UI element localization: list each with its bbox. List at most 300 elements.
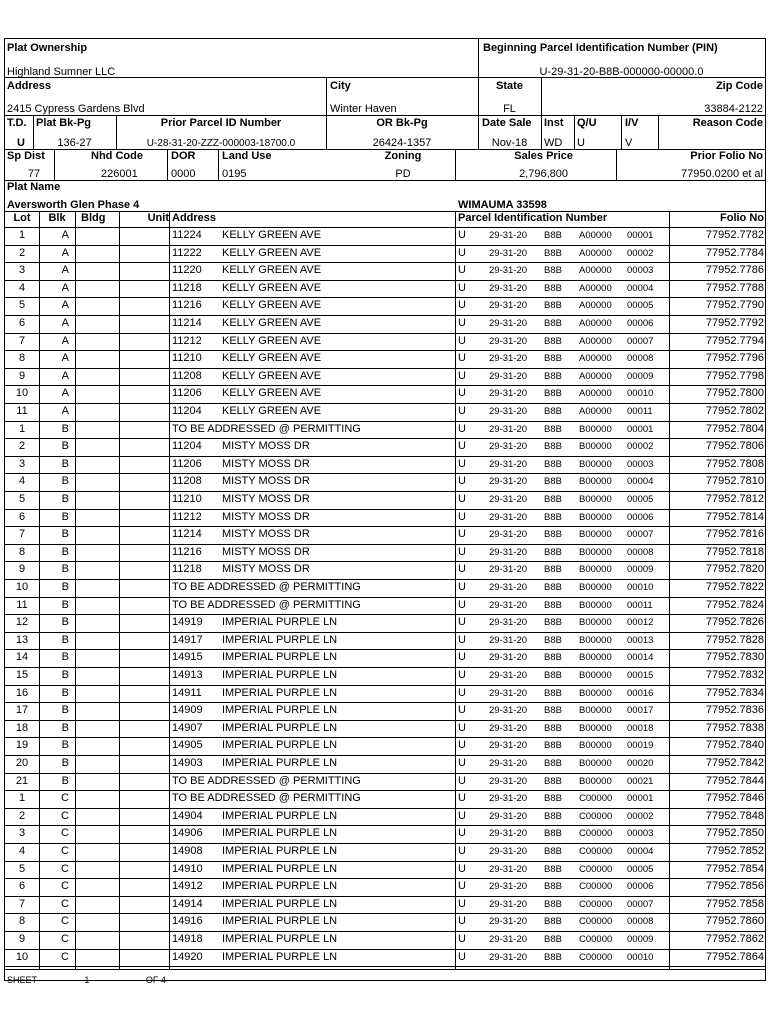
street-name-cell: KELLY GREEN AVE bbox=[222, 387, 322, 400]
street-name-cell: IMPERIAL PURPLE LN bbox=[222, 950, 338, 963]
lot-cell: 17 bbox=[15, 704, 29, 717]
blk-cell: B bbox=[61, 616, 69, 629]
nhd-code-label: Nhd Code bbox=[91, 150, 143, 162]
address-number-cell: 14909 bbox=[172, 704, 203, 717]
pin-block-cell: A00000 bbox=[579, 406, 612, 417]
blk-cell: C bbox=[61, 915, 69, 928]
pin-section-cell: 29-31-20 bbox=[489, 810, 528, 822]
dor-value: 0000 bbox=[171, 168, 196, 180]
pin-lot-cell: 00006 bbox=[627, 318, 654, 329]
pin-block-cell: B00000 bbox=[579, 529, 612, 541]
address-number-cell: 14912 bbox=[172, 880, 203, 893]
pin-block-cell: B00000 bbox=[579, 458, 612, 470]
lot-cell: 12 bbox=[15, 616, 29, 629]
pin-lot-cell: 00008 bbox=[627, 916, 654, 928]
street-name-cell: IMPERIAL PURPLE LN bbox=[222, 827, 338, 840]
plat-bkpg-label: Plat Bk-Pg bbox=[36, 117, 92, 129]
pin-td-cell: U bbox=[458, 440, 466, 453]
pin-block-cell: A00000 bbox=[579, 318, 612, 329]
pin-td-cell: U bbox=[458, 774, 466, 787]
pin-lot-cell: 00017 bbox=[627, 705, 654, 717]
pin-td-cell: U bbox=[458, 457, 466, 470]
pin-lot-cell: 00008 bbox=[627, 353, 654, 365]
lot-cell: 4 bbox=[18, 845, 26, 857]
pin-section-cell: 29-31-20 bbox=[489, 494, 528, 505]
pin-lot-cell: 00005 bbox=[627, 494, 654, 505]
pin-block-cell: A00000 bbox=[579, 335, 612, 347]
pin-subdivision-cell: B8B bbox=[544, 441, 562, 453]
pin-section-cell: 29-31-20 bbox=[489, 300, 528, 312]
plat-location: WIMAUMA 33598 bbox=[458, 199, 547, 211]
blk-cell: C bbox=[61, 933, 69, 945]
iv-value: V bbox=[625, 137, 633, 149]
pin-section-cell: 29-31-20 bbox=[489, 793, 528, 805]
folio-cell: 77952.7856 bbox=[705, 880, 764, 893]
pin-td-cell: U bbox=[458, 757, 466, 769]
address-number-cell: 11204 bbox=[172, 440, 202, 453]
pin-section-cell: 29-31-20 bbox=[489, 282, 528, 294]
pin-td-cell: U bbox=[458, 880, 466, 893]
lot-cell: 3 bbox=[18, 827, 26, 840]
pin-subdivision-cell: B8B bbox=[544, 406, 562, 417]
pin-block-cell: B00000 bbox=[579, 758, 612, 769]
street-name-cell: KELLY GREEN AVE bbox=[222, 299, 322, 312]
lot-cell: 7 bbox=[18, 528, 26, 541]
street-name-cell: IMPERIAL PURPLE LN bbox=[222, 915, 338, 928]
street-name-cell: KELLY GREEN AVE bbox=[222, 264, 322, 277]
lot-cell: 5 bbox=[18, 862, 26, 875]
folio-cell: 77952.7788 bbox=[705, 281, 764, 294]
pin-lot-cell: 00010 bbox=[627, 582, 654, 593]
lot-cell: 1 bbox=[18, 422, 26, 435]
pin-value: U-29-31-20-B8B-000000-00000.0 bbox=[539, 66, 704, 78]
pin-subdivision-cell: B8B bbox=[544, 810, 562, 822]
folio-cell: 77952.7806 bbox=[705, 440, 764, 453]
blk-cell: C bbox=[61, 862, 69, 875]
blk-cell: B bbox=[61, 440, 69, 453]
pin-section-cell: 29-31-20 bbox=[489, 564, 528, 576]
lot-cell: 3 bbox=[18, 457, 26, 470]
street-name-cell: MISTY MOSS DR bbox=[222, 510, 310, 523]
blk-cell: B bbox=[61, 686, 69, 699]
lot-cell: 7 bbox=[18, 334, 26, 347]
pin-section-cell: 29-31-20 bbox=[489, 353, 528, 365]
pin-td-cell: U bbox=[458, 422, 466, 435]
blk-cell: C bbox=[61, 845, 69, 857]
pin-td-cell: U bbox=[458, 299, 466, 312]
pin-lot-cell: 00003 bbox=[627, 458, 654, 470]
folio-cell: 77952.7826 bbox=[705, 616, 764, 629]
pin-section-cell: 29-31-20 bbox=[489, 388, 528, 400]
street-name-cell: IMPERIAL PURPLE LN bbox=[222, 616, 338, 629]
pin-subdivision-cell: B8B bbox=[544, 230, 562, 241]
lot-cell: 10 bbox=[15, 581, 29, 593]
pin-td-cell: U bbox=[458, 334, 466, 347]
blk-cell: A bbox=[61, 369, 69, 382]
pin-subdivision-cell: B8B bbox=[544, 846, 562, 857]
blk-cell: B bbox=[61, 704, 69, 717]
pin-section-cell: 29-31-20 bbox=[489, 863, 528, 875]
pin-subdivision-cell: B8B bbox=[544, 687, 562, 699]
pin-section-cell: 29-31-20 bbox=[489, 687, 528, 699]
pin-td-cell: U bbox=[458, 369, 466, 382]
pin-block-cell: A00000 bbox=[579, 388, 612, 400]
pin-section-cell: 29-31-20 bbox=[489, 582, 528, 593]
pin-section-cell: 29-31-20 bbox=[489, 335, 528, 347]
pin-block-cell: C00000 bbox=[579, 898, 613, 910]
address-number-cell: 14905 bbox=[172, 739, 203, 752]
lot-cell: 6 bbox=[18, 317, 26, 329]
blk-cell: A bbox=[61, 264, 69, 277]
pin-section-cell: 29-31-20 bbox=[489, 546, 528, 558]
pin-section-cell: 29-31-20 bbox=[489, 599, 528, 611]
address-number-cell: 14911 bbox=[172, 686, 202, 699]
lot-cell: 6 bbox=[18, 510, 26, 523]
pin-section-cell: 29-31-20 bbox=[489, 247, 528, 259]
pin-section-cell: 29-31-20 bbox=[489, 230, 528, 241]
lot-cell: 14 bbox=[15, 651, 29, 664]
pin-subdivision-cell: B8B bbox=[544, 353, 562, 365]
folio-cell: 77952.7808 bbox=[705, 457, 764, 470]
address-number-cell: 11204 bbox=[172, 405, 202, 417]
folio-cell: 77952.7822 bbox=[705, 581, 764, 593]
folio-cell: 77952.7834 bbox=[705, 686, 764, 699]
folio-cell: 77952.7824 bbox=[705, 598, 764, 611]
pin-label: Beginning Parcel Identification Number (PIN) bbox=[483, 42, 718, 54]
blk-cell: B bbox=[61, 475, 69, 488]
street-name-cell: IMPERIAL PURPLE LN bbox=[222, 862, 338, 875]
pin-section-cell: 29-31-20 bbox=[489, 370, 528, 382]
pin-td-cell: U bbox=[458, 704, 466, 717]
folio-cell: 77952.7860 bbox=[705, 915, 764, 928]
pin-subdivision-cell: B8B bbox=[544, 582, 562, 593]
pin-section-cell: 29-31-20 bbox=[489, 758, 528, 769]
pin-block-cell: C00000 bbox=[579, 881, 613, 893]
pin-block-cell: B00000 bbox=[579, 740, 612, 752]
blk-cell: B bbox=[61, 598, 69, 611]
street-name-cell: KELLY GREEN AVE bbox=[222, 405, 322, 417]
lot-cell: 8 bbox=[18, 352, 26, 365]
lot-cell: 21 bbox=[15, 774, 29, 787]
pin-subdivision-cell: B8B bbox=[544, 758, 562, 769]
pin-block-cell: C00000 bbox=[579, 934, 613, 945]
pin-td-cell: U bbox=[458, 933, 466, 945]
pin-block-cell: C00000 bbox=[579, 793, 613, 805]
blk-cell: B bbox=[61, 651, 69, 664]
street-name-cell: IMPERIAL PURPLE LN bbox=[222, 669, 338, 681]
address-label: Address bbox=[7, 80, 52, 92]
land-use-label: Land Use bbox=[222, 150, 272, 162]
pin-td-cell: U bbox=[458, 950, 466, 963]
folio-cell: 77952.7810 bbox=[705, 475, 764, 488]
pin-td-cell: U bbox=[458, 686, 466, 699]
pin-lot-cell: 00011 bbox=[627, 599, 653, 611]
address-number-cell: TO BE ADDRESSED @ PERMITTING bbox=[172, 581, 361, 593]
pin-lot-cell: 00015 bbox=[627, 670, 654, 681]
street-name-cell: IMPERIAL PURPLE LN bbox=[222, 686, 338, 699]
pin-subdivision-cell: B8B bbox=[544, 634, 562, 646]
pin-lot-cell: 00009 bbox=[627, 370, 654, 382]
pin-block-cell: C00000 bbox=[579, 951, 613, 963]
lot-cell: 19 bbox=[15, 739, 29, 752]
folio-cell: 77952.7848 bbox=[705, 809, 764, 822]
pin-section-cell: 29-31-20 bbox=[489, 423, 528, 435]
street-name-cell: MISTY MOSS DR bbox=[222, 493, 310, 505]
pin-td-cell: U bbox=[458, 739, 466, 752]
folio-cell: 77952.7816 bbox=[705, 528, 764, 541]
pin-subdivision-cell: B8B bbox=[544, 740, 562, 752]
plat-name-label: Plat Name bbox=[7, 181, 61, 193]
lot-cell: 8 bbox=[18, 545, 26, 558]
address-value: 2415 Cypress Gardens Blvd bbox=[7, 103, 145, 115]
pin-td-cell: U bbox=[458, 651, 466, 664]
street-name-cell: IMPERIAL PURPLE LN bbox=[222, 633, 338, 646]
blk-cell: A bbox=[61, 229, 69, 241]
street-name-cell: IMPERIAL PURPLE LN bbox=[222, 809, 338, 822]
plat-ownership-sheet bbox=[4, 38, 766, 981]
pin-block-cell: B00000 bbox=[579, 564, 612, 576]
address-number-cell: 11216 bbox=[172, 299, 202, 312]
folio-cell: 77952.7794 bbox=[705, 334, 764, 347]
lot-cell: 9 bbox=[18, 369, 26, 382]
pin-lot-cell: 00021 bbox=[627, 775, 654, 787]
pin-subdivision-cell: B8B bbox=[544, 511, 562, 523]
pin-section-cell: 29-31-20 bbox=[489, 916, 528, 928]
address-number-cell: 11212 bbox=[172, 510, 202, 523]
lot-cell: 18 bbox=[15, 721, 29, 734]
pin-td-cell: U bbox=[458, 581, 466, 593]
blk-cell: A bbox=[61, 317, 69, 329]
pin-section-cell: 29-31-20 bbox=[489, 881, 528, 893]
folio-cell: 77952.7854 bbox=[705, 862, 764, 875]
pin-td-cell: U bbox=[458, 915, 466, 928]
address-number-cell: 11222 bbox=[172, 246, 202, 259]
or-bkpg-label: OR Bk-Pg bbox=[376, 117, 428, 129]
lot-cell: 13 bbox=[15, 633, 29, 646]
pin-lot-cell: 00010 bbox=[627, 388, 654, 400]
pin-lot-cell: 00002 bbox=[627, 810, 654, 822]
address-number-cell: 14908 bbox=[172, 845, 203, 857]
pin-block-cell: B00000 bbox=[579, 599, 612, 611]
pin-subdivision-cell: B8B bbox=[544, 494, 562, 505]
address-number-cell: TO BE ADDRESSED @ PERMITTING bbox=[172, 598, 361, 611]
pin-td-cell: U bbox=[458, 721, 466, 734]
col-blk: Blk bbox=[48, 212, 66, 224]
pin-block-cell: B00000 bbox=[579, 494, 612, 505]
pin-block-cell: A00000 bbox=[579, 353, 612, 365]
address-number-cell: 11212 bbox=[172, 334, 202, 347]
folio-cell: 77952.7792 bbox=[705, 317, 764, 329]
folio-cell: 77952.7814 bbox=[705, 510, 764, 523]
zoning-label: Zoning bbox=[384, 150, 422, 162]
folio-cell: 77952.7784 bbox=[705, 246, 764, 259]
pin-td-cell: U bbox=[458, 493, 466, 505]
pin-block-cell: B00000 bbox=[579, 687, 612, 699]
folio-cell: 77952.7828 bbox=[705, 633, 764, 646]
pin-section-cell: 29-31-20 bbox=[489, 441, 528, 453]
lot-cell: 5 bbox=[18, 299, 26, 312]
lot-cell: 4 bbox=[18, 281, 26, 294]
folio-cell: 77952.7820 bbox=[705, 563, 764, 576]
pin-block-cell: B00000 bbox=[579, 634, 612, 646]
blk-cell: B bbox=[61, 528, 69, 541]
street-name-cell: IMPERIAL PURPLE LN bbox=[222, 897, 338, 910]
zip-label: Zip Code bbox=[715, 80, 763, 92]
pin-lot-cell: 00018 bbox=[627, 722, 654, 734]
pin-td-cell: U bbox=[458, 563, 466, 576]
pin-lot-cell: 00007 bbox=[627, 529, 654, 541]
pin-lot-cell: 00019 bbox=[627, 740, 654, 752]
pin-block-cell: A00000 bbox=[579, 300, 612, 312]
divider bbox=[5, 115, 765, 116]
lot-cell: 3 bbox=[18, 264, 26, 277]
folio-cell: 77952.7790 bbox=[705, 299, 764, 312]
lot-cell: 11 bbox=[16, 598, 28, 611]
lot-cell: 15 bbox=[15, 669, 29, 681]
pin-td-cell: U bbox=[458, 862, 466, 875]
address-number-cell: TO BE ADDRESSED @ PERMITTING bbox=[172, 774, 361, 787]
col-lot: Lot bbox=[13, 212, 31, 224]
pin-subdivision-cell: B8B bbox=[544, 458, 562, 470]
pin-lot-cell: 00007 bbox=[627, 898, 654, 910]
pin-lot-cell: 00009 bbox=[627, 934, 654, 945]
address-number-cell: 14913 bbox=[172, 669, 203, 681]
pin-section-cell: 29-31-20 bbox=[489, 265, 528, 277]
blk-cell: B bbox=[61, 633, 69, 646]
pin-lot-cell: 00020 bbox=[627, 758, 654, 769]
blk-cell: A bbox=[61, 281, 69, 294]
address-number-cell: 14907 bbox=[172, 721, 203, 734]
blk-cell: A bbox=[61, 387, 69, 400]
lot-cell: 9 bbox=[18, 933, 26, 945]
street-name-cell: IMPERIAL PURPLE LN bbox=[222, 845, 338, 857]
blk-cell: B bbox=[61, 422, 69, 435]
address-number-cell: TO BE ADDRESSED @ PERMITTING bbox=[172, 792, 361, 805]
street-name-cell: MISTY MOSS DR bbox=[222, 545, 310, 558]
street-name-cell: KELLY GREEN AVE bbox=[222, 281, 322, 294]
pin-td-cell: U bbox=[458, 528, 466, 541]
blk-cell: C bbox=[61, 827, 69, 840]
pin-lot-cell: 00004 bbox=[627, 846, 654, 857]
blk-cell: B bbox=[61, 581, 69, 593]
folio-cell: 77952.7782 bbox=[705, 229, 764, 241]
sales-price-label: Sales Price bbox=[514, 150, 573, 162]
lot-cell: 10 bbox=[15, 950, 29, 963]
street-name-cell: IMPERIAL PURPLE LN bbox=[222, 933, 338, 945]
pin-section-cell: 29-31-20 bbox=[489, 652, 528, 664]
pin-section-cell: 29-31-20 bbox=[489, 775, 528, 787]
pin-subdivision-cell: B8B bbox=[544, 370, 562, 382]
lot-cell: 6 bbox=[18, 880, 26, 893]
street-name-cell: IMPERIAL PURPLE LN bbox=[222, 739, 338, 752]
street-name-cell: MISTY MOSS DR bbox=[222, 528, 310, 541]
pin-subdivision-cell: B8B bbox=[544, 529, 562, 541]
folio-cell: 77952.7802 bbox=[705, 405, 764, 417]
pin-td-cell: U bbox=[458, 405, 466, 417]
inst-value: WD bbox=[544, 137, 563, 149]
street-name-cell: IMPERIAL PURPLE LN bbox=[222, 704, 338, 717]
street-name-cell: IMPERIAL PURPLE LN bbox=[222, 651, 338, 664]
blk-cell: A bbox=[61, 246, 69, 259]
street-name-cell: MISTY MOSS DR bbox=[222, 457, 310, 470]
pin-subdivision-cell: B8B bbox=[544, 670, 562, 681]
address-number-cell: 14903 bbox=[172, 757, 203, 769]
pin-lot-cell: 00012 bbox=[627, 617, 654, 629]
prior-folio-label: Prior Folio No bbox=[690, 150, 763, 162]
address-number-cell: 14917 bbox=[172, 633, 203, 646]
folio-cell: 77952.7858 bbox=[705, 897, 764, 910]
blk-cell: B bbox=[61, 563, 69, 576]
address-number-cell: 11214 bbox=[172, 528, 202, 541]
pin-td-cell: U bbox=[458, 264, 466, 277]
blk-cell: B bbox=[61, 721, 69, 734]
pin-block-cell: B00000 bbox=[579, 441, 612, 453]
pin-lot-cell: 00013 bbox=[627, 634, 654, 646]
address-number-cell: 11208 bbox=[172, 369, 202, 382]
lot-cell: 10 bbox=[15, 387, 29, 400]
blk-cell: C bbox=[61, 792, 69, 805]
pin-block-cell: B00000 bbox=[579, 617, 612, 629]
pin-section-cell: 29-31-20 bbox=[489, 934, 528, 945]
pin-lot-cell: 00002 bbox=[627, 247, 654, 259]
pin-subdivision-cell: B8B bbox=[544, 423, 562, 435]
pin-lot-cell: 00005 bbox=[627, 300, 654, 312]
lot-cell: 9 bbox=[18, 563, 26, 576]
pin-subdivision-cell: B8B bbox=[544, 793, 562, 805]
pin-section-cell: 29-31-20 bbox=[489, 458, 528, 470]
pin-lot-cell: 00002 bbox=[627, 441, 654, 453]
address-number-cell: 14918 bbox=[172, 933, 203, 945]
pin-subdivision-cell: B8B bbox=[544, 898, 562, 910]
col-pin: Parcel Identification Number bbox=[458, 212, 608, 224]
address-number-cell: 11218 bbox=[172, 281, 202, 294]
pin-td-cell: U bbox=[458, 475, 466, 488]
col-unit: Unit bbox=[147, 212, 169, 224]
pin-subdivision-cell: B8B bbox=[544, 863, 562, 875]
address-number-cell: 11210 bbox=[172, 352, 202, 365]
address-number-cell: 14916 bbox=[172, 915, 203, 928]
pin-td-cell: U bbox=[458, 545, 466, 558]
address-number-cell: 14919 bbox=[172, 616, 203, 629]
sp-dist-label: Sp Dist bbox=[7, 150, 45, 162]
pin-subdivision-cell: B8B bbox=[544, 828, 562, 840]
plat-name-value: Aversworth Glen Phase 4 bbox=[7, 199, 140, 211]
street-name-cell: KELLY GREEN AVE bbox=[222, 369, 322, 382]
pin-subdivision-cell: B8B bbox=[544, 335, 562, 347]
folio-cell: 77952.7796 bbox=[705, 352, 764, 365]
pin-lot-cell: 00004 bbox=[627, 282, 654, 294]
iv-label: I/V bbox=[625, 117, 639, 129]
pin-section-cell: 29-31-20 bbox=[489, 846, 528, 857]
folio-cell: 77952.7798 bbox=[705, 369, 764, 382]
address-number-cell: 11206 bbox=[172, 387, 202, 400]
pin-td-cell: U bbox=[458, 792, 466, 805]
address-number-cell: 11216 bbox=[172, 545, 202, 558]
pin-section-cell: 29-31-20 bbox=[489, 670, 528, 681]
pin-subdivision-cell: B8B bbox=[544, 881, 562, 893]
address-number-cell: 11220 bbox=[172, 264, 202, 277]
blk-cell: C bbox=[61, 809, 69, 822]
folio-cell: 77952.7850 bbox=[705, 827, 764, 840]
col-bldg: Bldg bbox=[81, 212, 106, 224]
lot-cell: 5 bbox=[18, 493, 26, 505]
nhd-code-value: 226001 bbox=[101, 168, 138, 180]
pin-subdivision-cell: B8B bbox=[544, 564, 562, 576]
blk-cell: B bbox=[61, 493, 69, 505]
pin-td-cell: U bbox=[458, 281, 466, 294]
folio-cell: 77952.7842 bbox=[705, 757, 764, 769]
address-number-cell: 14910 bbox=[172, 862, 203, 875]
